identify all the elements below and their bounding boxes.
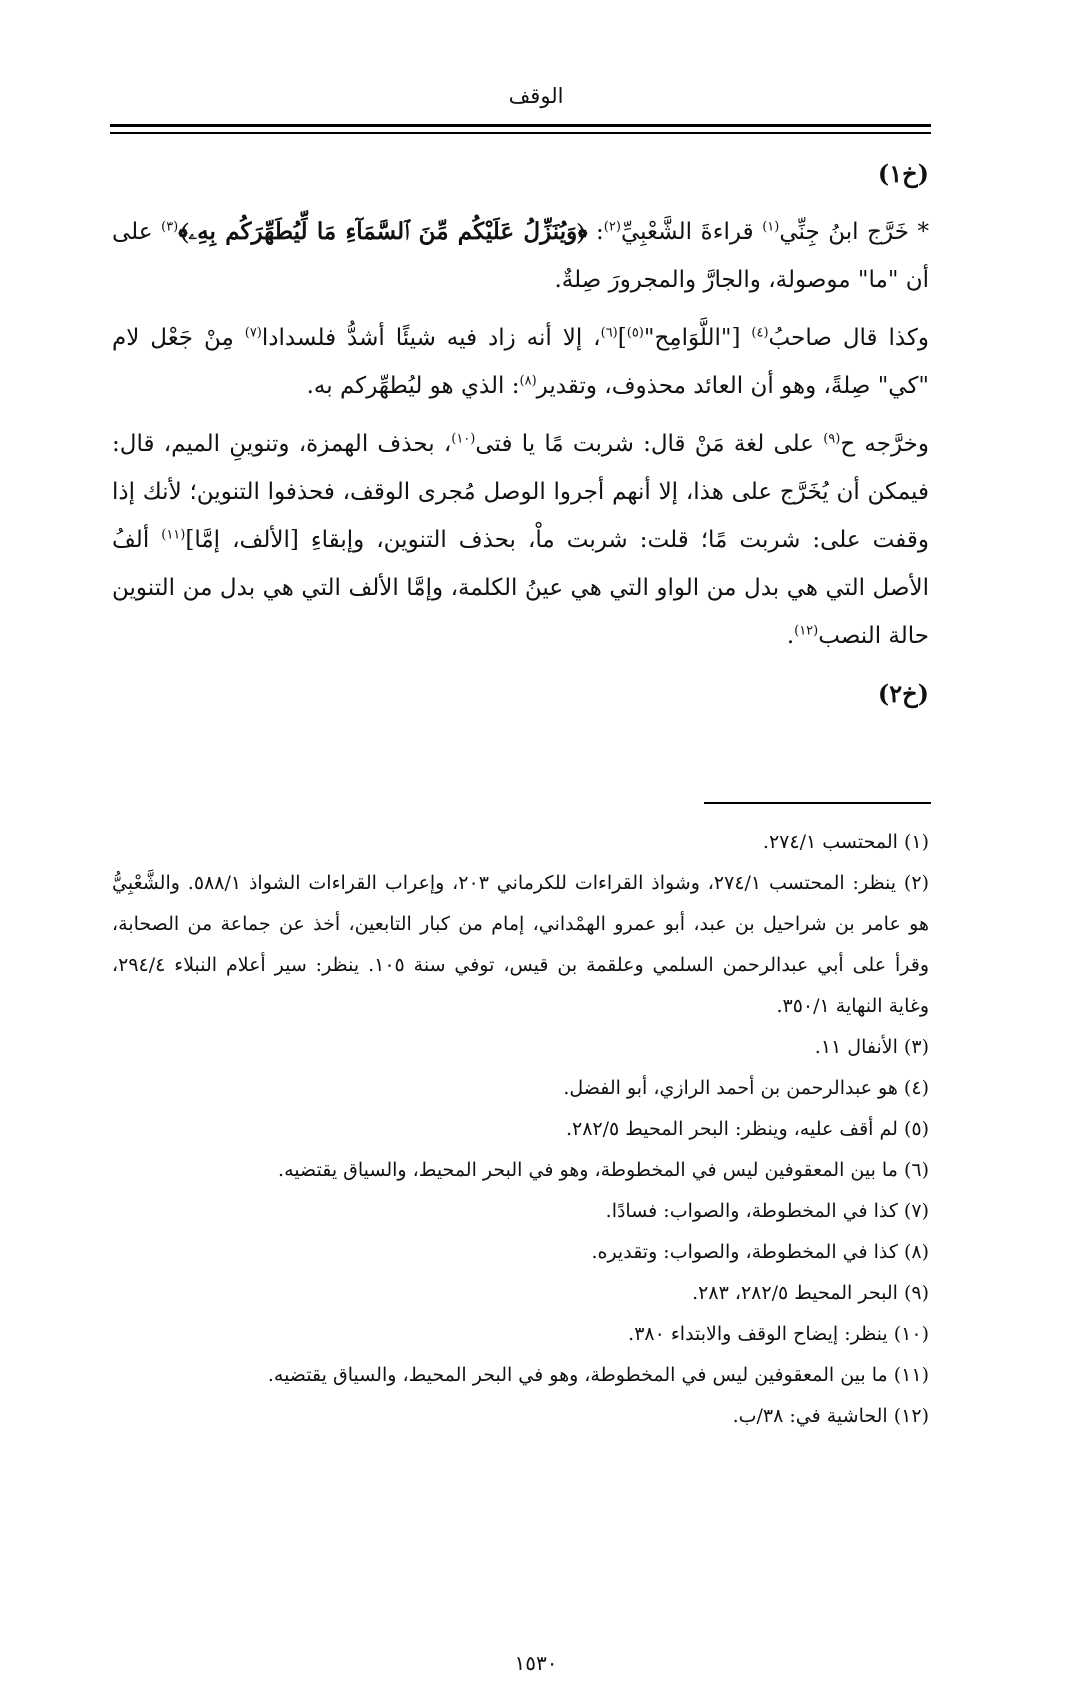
footnote-1: (١) المحتسب ٢٧٤/١.: [762, 831, 929, 853]
page-number: ١٥٣٠: [514, 1651, 558, 1675]
footnote-9: (٩) البحر المحيط ٢٨٢/٥، ٢٨٣.: [692, 1282, 929, 1304]
section-marker-2: (خ٢): [877, 679, 929, 708]
main-text: [112, 150, 929, 728]
footnote-8: (٨) كذا في المخطوطة، والصواب: وتقديره.: [591, 1241, 929, 1263]
footnote-4: (٤) هو عبدالرحمن بن أحمد الرازي، أبو الفضل.: [563, 1077, 929, 1099]
footnote-5: (٥) لم أقف عليه، وينظر: البحر المحيط ٢٨٢/٥.: [565, 1118, 929, 1140]
footnote-2: (٢) ينظر: المحتسب ٢٧٤/١، وشواذ القراءات للكرماني ٢٠٣، وإعراب القراءات الشواذ ٥٨٨/١. والشَّعْبِيُّ هو عامر بن شراحيل بن عبد، أبو عمرو الهمْداني، إمام من كبار التابعين، أخذ عن جماعة من الصحابة، وقرأ على أبي عبدالرحمن السلمي وعلقمة بن قيس، توفي سنة ١٠٥. ينظر: سير أعلام النبلاء ٢٩٤/٤، وغاية النهاية ٣٥٠/١.: [112, 872, 929, 1017]
footnote-10: (١٠) ينظر: إيضاح الوقف والابتداء ٣٨٠.: [628, 1323, 929, 1345]
footnotes: [112, 822, 929, 1437]
header-rule-thin: [110, 132, 931, 134]
footnote-separator: [704, 802, 931, 804]
footnote-6: (٦) ما بين المعقوفين ليس في المخطوطة، وهو في البحر المحيط، والسياق يقتضيه.: [278, 1159, 929, 1181]
header-rule-thick: [110, 124, 931, 127]
running-header: الوقف: [508, 84, 564, 108]
footnote-3: (٣) الأنفال ١١.: [814, 1036, 929, 1058]
section-marker-1: (خ١): [877, 159, 929, 188]
footnote-11: (١١) ما بين المعقوفين ليس في المخطوطة، وهو في البحر المحيط، والسياق يقتضيه.: [267, 1364, 929, 1386]
paragraph-2: وكذا قال صاحبُ$^{(٤)}$ ["اللَّوَامِح"$^{(٥)}$]$^{(٦)}$، إلا أنه زاد فيه شيئًا أشدُّ فلسدادا$^{(٧)}$ مِنْ جَعْل لام "كي" صِلةً، وهو أن العائد محذوف، وتقدير$^{(٨)}$: الذي هو ليُطهِّركم به.: [112, 325, 929, 399]
footnote-7: (٧) كذا في المخطوطة، والصواب: فسادًا.: [605, 1200, 929, 1222]
paragraph-3: وخرَّجه ح$^{(٩)}$ على لغة مَنْ قال: شربت مًا يا فتى$^{(١٠)}$، بحذف الهمزة، وتنوينِ الميم، قال: فيمكن أن يُخَرَّج على هذا، إلا أنهم أجروا الوصل مُجرى الوقف، فحذفوا التنوين؛ لأنك إذا وقفت على: شربت مًا؛ قلت: شربت ماْ، بحذف التنوين، وإبقاءِ [الألف، إمَّا]$^{(١١)}$ ألفُ الأصل التي هي بدل من الواو التي هي عينُ الكلمة، وإمَّا الألف التي هي بدل من التنوين حالة النصب$^{(١٢)}$.: [112, 431, 929, 649]
footnote-12: (١٢) الحاشية في: ٣٨/ب.: [732, 1405, 929, 1427]
paragraph-1: * خَرَّج ابنُ جِنِّي$^{(١)}$ قراءةَ الشَّعْبِيِّ$^{(٢)}$: ﴿وَيُنَزِّلُ عَلَيْكُم مِّنَ ٱلسَّمَآءِ مَا لِّيُطَهِّرَكُم بِهِۦ﴾$^{(٣)}$ على أن "ما" موصولة، والجارَّ والمجرورَ صِلةٌ.: [112, 218, 930, 293]
